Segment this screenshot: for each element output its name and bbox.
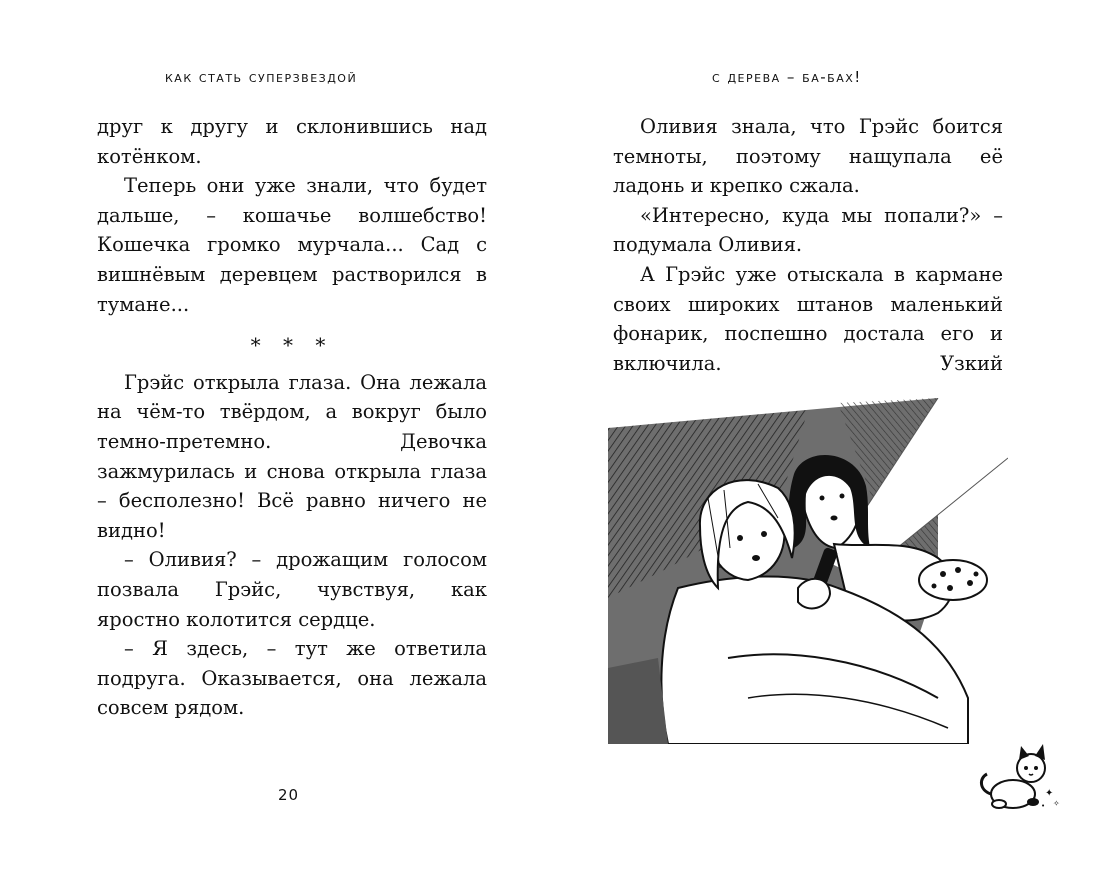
running-head-left: как стать суперзвездой	[165, 68, 358, 86]
paragraph: «Интересно, куда мы попали?» – подумала Оливия.	[613, 203, 1003, 257]
paragraph: – Оливия? – дрожащим голосом позвала Грэйс, чувствуя, как яростно колотится сердце.	[97, 548, 487, 631]
svg-text:•: •	[1041, 802, 1046, 810]
right-page	[550, 0, 1100, 882]
paragraph: друг к другу и склонившись над котёнком.	[97, 115, 487, 168]
paragraph: А Грэйс уже отыскала в кармане своих широких штанов маленький фонарик, поспешно достала его и включила. Узкий	[613, 262, 1003, 375]
svg-text:✧: ✧	[1053, 799, 1060, 808]
paragraph: Теперь они уже знали, что будет дальше, – кошачье волшебство! Кошечка громко мурчала... Сад с вишнёвым деревцем растворился в тумане...	[97, 174, 487, 316]
svg-text:✦: ✦	[1045, 788, 1054, 799]
running-head-right: с дерева – ба-бах!	[712, 68, 862, 86]
kitten-ornament-icon	[975, 738, 1065, 814]
paragraph: – Я здесь, – тут же ответила подруга. Оказывается, она лежала совсем рядом.	[97, 637, 487, 720]
paragraph: Грэйс открыла глаза. Она лежала на чём-то твёрдом, а вокруг было темно-претемно. Девочка зажмурилась и снова открыла глаза – бесполезно! Всё равно ничего не видно!	[97, 370, 487, 542]
left-text-column	[97, 112, 487, 723]
page-number: 20	[278, 786, 300, 804]
two-girls-flashlight-illustration	[608, 398, 1008, 744]
paragraph: Оливия знала, что Грэйс боится темноты, поэтому нащупала её ладонь и крепко сжала.	[613, 115, 1003, 198]
scene-break: * * *	[250, 333, 334, 358]
right-text-column	[613, 112, 1003, 378]
